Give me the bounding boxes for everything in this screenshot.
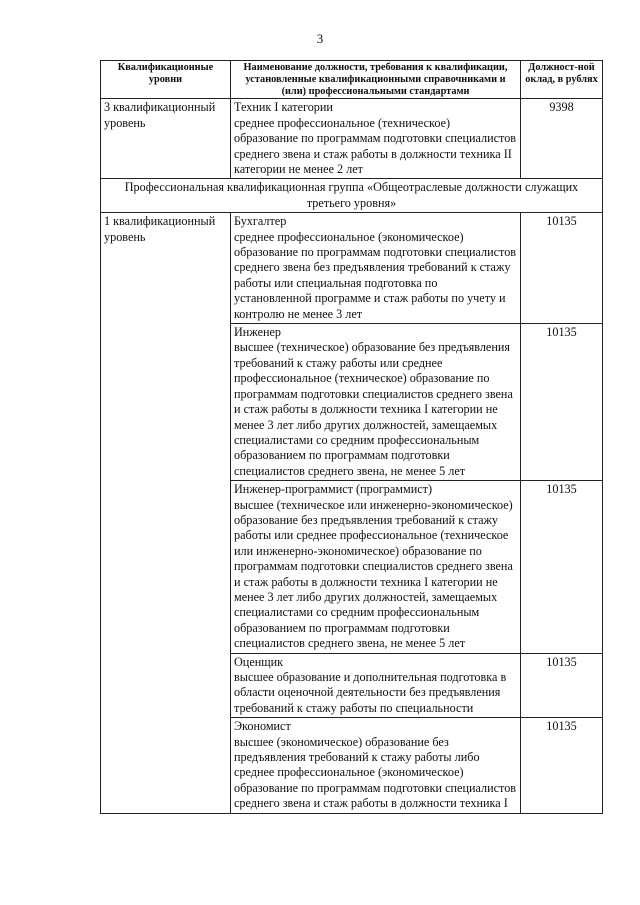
position-cell — [231, 481, 521, 653]
position-requirements: среднее профессиональное (экономическое) образование по программам подготовки специалистов среднего звена без предъявления требований к стажу работы или специальная подготовка по установленной программе и стаж работы по учету и контролю не менее 3 лет — [234, 229, 517, 321]
position-cell — [231, 718, 521, 813]
position-requirements: высшее (техническое) образование без предъявления требований к стажу работы или среднее профессиональное (техническое) образование по программам подготовки специалистов среднего звена и стаж работы в должности техника I категории не менее 3 лет либо других должностей, замещаемых специалистами со средним профессиональным образованием по программам подготовки специалистов среднего звена, не менее 5 лет — [234, 340, 513, 478]
level-cell: 3 квалификационный уровень — [101, 99, 231, 179]
salary-cell: 10135 — [521, 324, 603, 481]
header-salary: Должност-ной оклад, в рублях — [521, 61, 603, 99]
salary-cell: 10135 — [521, 213, 603, 324]
group-title: Профессиональная квалификационная группа «Общеотраслевые должности служащих третьего уровня» — [101, 179, 603, 213]
table-row — [101, 99, 603, 179]
position-title: Экономист — [234, 719, 291, 734]
position-title: Техник I категории — [234, 100, 333, 115]
salary-cell: 10135 — [521, 481, 603, 653]
page-number: 3 — [316, 31, 324, 46]
position-cell — [231, 653, 521, 718]
salary-cell: 9398 — [521, 99, 603, 179]
group-row — [101, 179, 603, 213]
position-requirements: высшее (техническое или инженерно-экономическое) образование без предъявления требований к стажу работы или среднее профессиональное (техническое или инженерно-экономическое) образование по программам подготовки специалистов среднего звена и стаж работы в должности техника I категории не менее 3 лет либо других должностей, замещаемых специалистами со средним профессиональным образованием по программам подготовки специалистов среднего звена, не менее 5 лет — [234, 497, 513, 651]
position-requirements: высшее (экономическое) образование без предъявления требований к стажу работы либо среднее профессиональное (экономическое) образование по программам подготовки специалистов среднего звена и стаж работы в должности техника I — [234, 734, 517, 811]
qualification-table — [100, 60, 603, 814]
position-title: Инженер — [234, 325, 282, 340]
header-position: Наименование должности, требования к квалификации, установленные квалификационными справочниками и (или) профессиональными стандартами — [231, 61, 521, 99]
position-title: Бухгалтер — [234, 214, 287, 229]
table-header-row — [101, 61, 603, 99]
position-requirements: высшее образование и дополнительная подготовка в области оценочной деятельности без предъявления требований к стажу работы по специальности — [234, 670, 507, 715]
position-title: Инженер-программист (программист) — [234, 482, 433, 497]
position-cell — [231, 324, 521, 481]
position-title: Оценщик — [234, 654, 284, 669]
salary-cell: 10135 — [521, 718, 603, 813]
salary-cell: 10135 — [521, 653, 603, 718]
table-row — [101, 213, 603, 324]
position-cell — [231, 213, 521, 324]
position-cell — [231, 99, 521, 179]
level-cell: 1 квалификационный уровень — [101, 213, 231, 813]
position-requirements: среднее профессиональное (техническое) образование по программам подготовки специалистов среднего звена и стаж работы в должности техника II категории не менее 2 лет — [234, 115, 517, 177]
header-level: Квалификационные уровни — [101, 61, 231, 99]
